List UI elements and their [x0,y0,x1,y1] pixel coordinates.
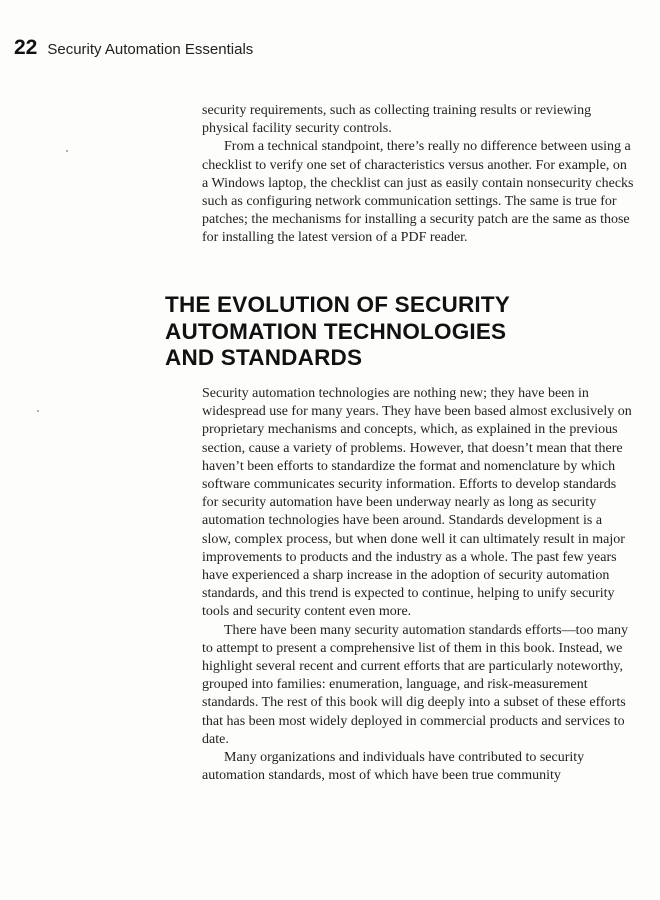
intro-paragraph: From a technical standpoint, there’s really no difference between using a checklist to verify one set of characteristics versus another. For example, on a Windows laptop, the checklist can just as easily contain nonsecurity checks such as configuring network communication settings. The same is true for patches; the mechanisms for installing a security patch are the same as those for installing the latest version of a PDF reader. [202,139,634,246]
section-heading-line: AND STANDARDS [165,345,363,370]
section-paragraph: There have been many security automation standards efforts—too many to attempt to present a comprehensive list of them in this book. Instead, we highlight several recent and current efforts that are particularly noteworthy, grouped into families: enumeration, language, and risk-measurement standards. The rest of this book will dig deeply into a subset of these efforts that has been most widely deployed in commercial products and services to date. [202,622,629,747]
scan-speck [66,150,68,152]
section-text-block [202,385,634,785]
book-title: Security Automation Essentials [47,41,254,58]
running-header [14,36,253,60]
section-paragraph: Many organizations and individuals have contributed to security automation standards, most of which have been true community [202,750,585,784]
scan-speck [37,410,39,412]
section-heading-line: AUTOMATION TECHNOLOGIES [165,318,507,344]
section-heading [165,292,635,372]
section-heading-line: THE EVOLUTION OF SECURITY [165,292,511,317]
intro-text-block [202,102,634,248]
page-number: 22 [14,36,38,59]
intro-paragraph-continued: security requirements, such as collecting training results or reviewing physical facility security controls. [202,103,592,137]
section-paragraph: Security automation technologies are nothing new; they have been in widespread use for many years. They have been based almost exclusively on proprietary mechanisms and concepts, which, as explained in the previous section, cause a variety of problems. However, that doesn’t mean that there haven’t been efforts to standardize the format and nomenclature by which software communicates security information. Efforts to develop standards for security automation have been underway nearly as long as security automation technologies have been around. Standards development is a slow, complex process, but when done well it can ultimately result in major improvements to products and the industry as a whole. The past few years have experienced a sharp increase in the adoption of security automation standards, and this trend is expected to continue, helping to unify security tools and security content even more. [202,386,632,620]
